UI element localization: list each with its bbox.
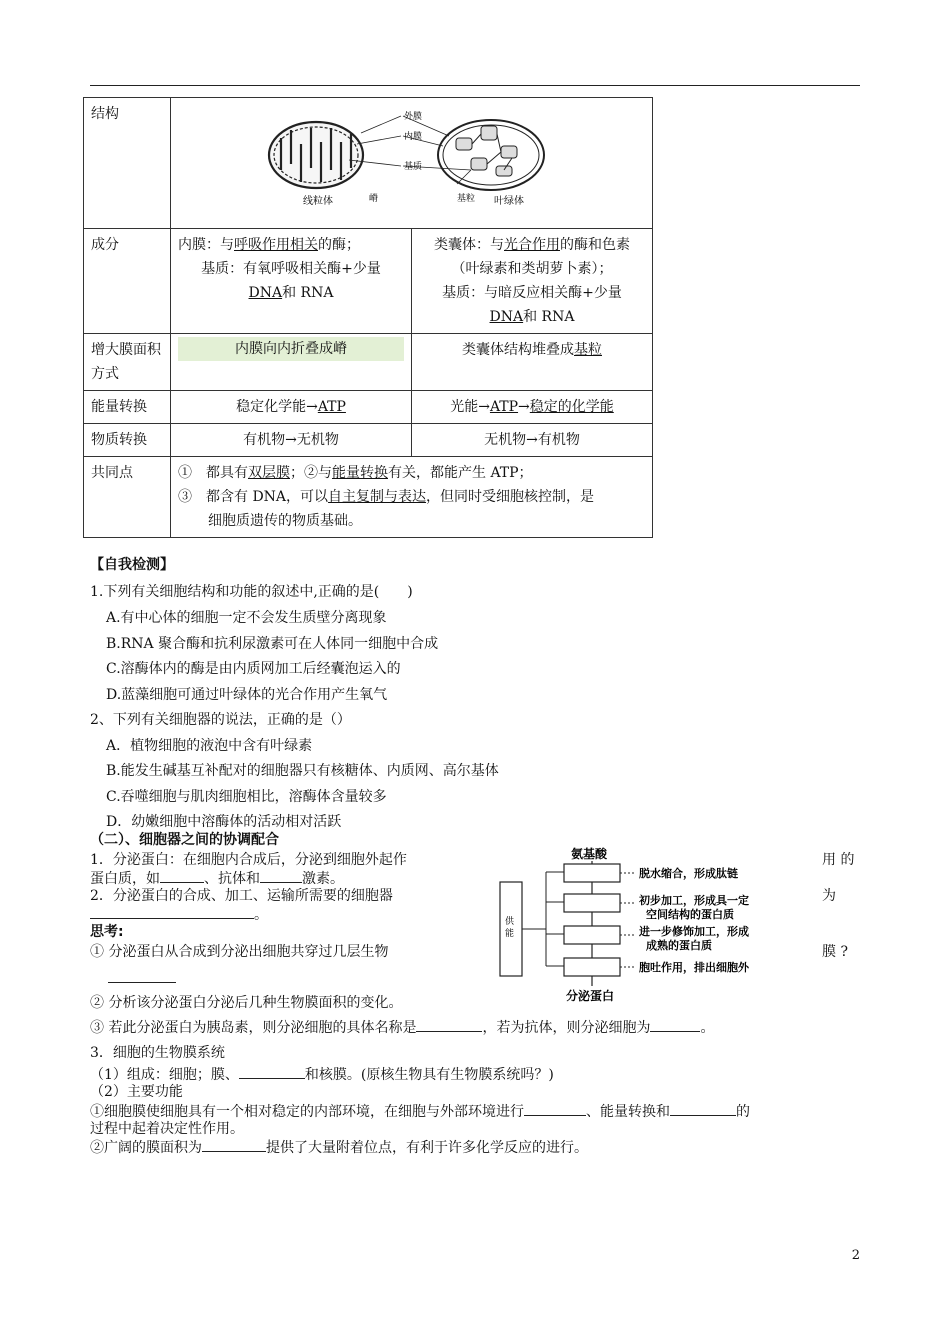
- think-label: 思考:: [90, 924, 124, 940]
- label-matter: 物质转换: [84, 424, 171, 457]
- row-energy: [84, 391, 653, 424]
- flow-amino-acid: 氨基酸: [571, 847, 608, 861]
- flow-secreted-protein: 分泌蛋白: [566, 989, 615, 1003]
- think-q1-right: 膜 ?: [822, 944, 848, 960]
- flow-step-2b: 空间结构的蛋白质: [646, 908, 734, 921]
- secretion-flow-diagram: [496, 840, 826, 1006]
- matter-chloro: 无机物→有机物: [412, 424, 653, 457]
- flow-step-3a: 进一步修饰加工，形成: [639, 925, 749, 938]
- blank-organelle-membrane[interactable]: [239, 1064, 305, 1079]
- energy-mito: 稳定化学能→ATP: [171, 391, 412, 424]
- think-q1: ① 分泌蛋白从合成到分泌出细胞共穿过几层生物: [90, 944, 389, 960]
- label-common: 共同点: [84, 457, 171, 538]
- label-cristae: 嵴: [369, 194, 379, 204]
- blank-2[interactable]: [260, 868, 302, 883]
- membrane-system-composition: （1）组成：细胞；膜、 和核膜。(原核生物具有生物膜系统吗？): [90, 1064, 554, 1085]
- function-1-cont: 过程中起着决定性作用。: [90, 1121, 244, 1137]
- p2-line-b: 。: [90, 904, 268, 925]
- blank-1[interactable]: [160, 868, 204, 883]
- flow-box-4: [564, 958, 620, 976]
- q1-option-b: B.RNA 聚合酶和抗利尿激素可在人体同一细胞中合成: [106, 636, 439, 652]
- q2-option-c: C.吞噬细胞与肌肉细胞相比，溶酶体含量较多: [106, 789, 387, 805]
- q1-option-c: C.溶酶体内的酶是由内质网加工后经囊泡运入的: [106, 661, 401, 677]
- membrane-system-function-title: （2）主要功能: [90, 1084, 183, 1100]
- label-matrix: 基质: [404, 162, 423, 172]
- flow-box-2: [564, 894, 620, 912]
- common-points: ① 都具有双层膜；②与能量转换有关，都能产生 ATP； ③ 都含有 DNA，可以自主复制与表达，但同时受细胞核控制，是 细胞质遗传的物质基础。: [171, 457, 653, 538]
- flow-step-4: 胞吐作用，排出细胞外: [639, 961, 749, 974]
- label-structure: 结构: [84, 98, 171, 229]
- blank-transfer[interactable]: [670, 1101, 736, 1116]
- q1-option-d: D.蓝藻细胞可通过叶绿体的光合作用产生氧气: [106, 687, 388, 703]
- q2-option-b: B.能发生碱基互补配对的细胞器只有核糖体、内质网、高尔基体: [106, 763, 499, 779]
- structure-diagram-cell: [171, 98, 653, 229]
- label-components: 成分: [84, 229, 171, 334]
- flow-side-1: 供: [505, 917, 515, 927]
- flow-step-2a: 初步加工，形成具一定: [639, 894, 749, 907]
- label-inner-membrane: 内膜: [404, 132, 423, 142]
- flow-box-3: [564, 926, 620, 944]
- blank-exchange[interactable]: [524, 1101, 586, 1116]
- p1-line-a-right: 用 的: [822, 852, 855, 868]
- energy-chloro: 光能→ATP→稳定的化学能: [412, 391, 653, 424]
- blank-organelles[interactable]: [90, 904, 254, 919]
- organelle-comparison-table: [83, 97, 653, 538]
- q2-stem: 2、下列有关细胞器的说法，正确的是（）: [90, 712, 351, 728]
- function-2: ②广阔的膜面积为 提供了大量附着位点，有利于许多化学反应的进行。: [90, 1137, 588, 1158]
- q1-option-a: A.有中心体的细胞一定不会发生质壁分离现象: [106, 610, 387, 626]
- q1-stem: 1.下列有关细胞结构和功能的叙述中,正确的是( ): [90, 584, 413, 600]
- mito-chloro-diagram: [171, 98, 667, 220]
- components-mito: 内膜：与呼吸作用相关的酶； 基质：有氧呼吸相关酶+少量 DNA和 RNA: [171, 229, 412, 334]
- p2-line-a-right: 为: [822, 888, 836, 904]
- flow-step-1: 脱水缩合，形成肽链: [639, 867, 738, 880]
- blank-enzymes[interactable]: [202, 1137, 266, 1152]
- p2-line-a: 2．分泌蛋白的合成、加工、运输所需要的细胞器: [90, 888, 393, 904]
- label-area: 增大膜面积方式: [84, 334, 171, 391]
- mitochondrion-drawing: [269, 122, 363, 188]
- p1-line-a: 1．分泌蛋白：在细胞内合成后，分泌到细胞外起作: [90, 852, 407, 868]
- blank-insulin-cell[interactable]: [416, 1017, 482, 1032]
- section2-title: （二）、细胞器之间的协调配合: [90, 832, 279, 848]
- blank-antibody-cell[interactable]: [650, 1017, 700, 1032]
- think-q2: ② 分析该分泌蛋白分泌后几种生物膜面积的变化。: [90, 995, 403, 1011]
- matter-mito: 有机物→无机物: [171, 424, 412, 457]
- q2-option-a: A．植物细胞的液泡中含有叶绿素: [106, 738, 313, 754]
- q2-option-d: D．幼嫩细胞中溶酶体的活动相对活跃: [106, 814, 342, 830]
- function-1: ①细胞膜使细胞具有一个相对稳定的内部环境，在细胞与外部环境进行 、能量转换和 的: [90, 1101, 750, 1122]
- label-outer-membrane: 外膜: [404, 112, 423, 122]
- row-common: [84, 457, 653, 538]
- page-number: 2: [851, 1248, 860, 1263]
- components-chloro: 类囊体：与光合作用的酶和色素 （叶绿素和类胡萝卜素）； 基质：与暗反应相关酶+少量 DNA和 RNA: [412, 229, 653, 334]
- membrane-system-title: 3．细胞的生物膜系统: [90, 1045, 225, 1061]
- label-energy: 能量转换: [84, 391, 171, 424]
- p1-line-b: 蛋白质，如 、抗体和 激素。: [90, 868, 344, 889]
- self-check-heading: 【自我检测】: [90, 557, 174, 573]
- think-q3: ③ 若此分泌蛋白为胰岛素，则分泌细胞的具体名称是 ，若为抗体，则分泌细胞为 。: [90, 1017, 714, 1038]
- area-chloro: 类囊体结构堆叠成基粒: [412, 334, 653, 391]
- row-structure: [84, 98, 653, 229]
- row-components: [84, 229, 653, 334]
- row-area: [84, 334, 653, 391]
- label-grana: 基粒: [457, 194, 476, 204]
- label-mitochondrion: 线粒体: [303, 196, 333, 207]
- flow-step-3b: 成熟的蛋白质: [646, 939, 712, 952]
- label-chloroplast: 叶绿体: [494, 196, 524, 207]
- flow-box-1: [564, 864, 620, 882]
- header-rule: [90, 85, 860, 86]
- row-matter: [84, 424, 653, 457]
- chloroplast-drawing: [438, 120, 544, 190]
- area-mito: 内膜向内折叠成嵴: [171, 334, 412, 391]
- flow-side-2: 能: [505, 929, 515, 939]
- blank-layers[interactable]: [108, 982, 176, 983]
